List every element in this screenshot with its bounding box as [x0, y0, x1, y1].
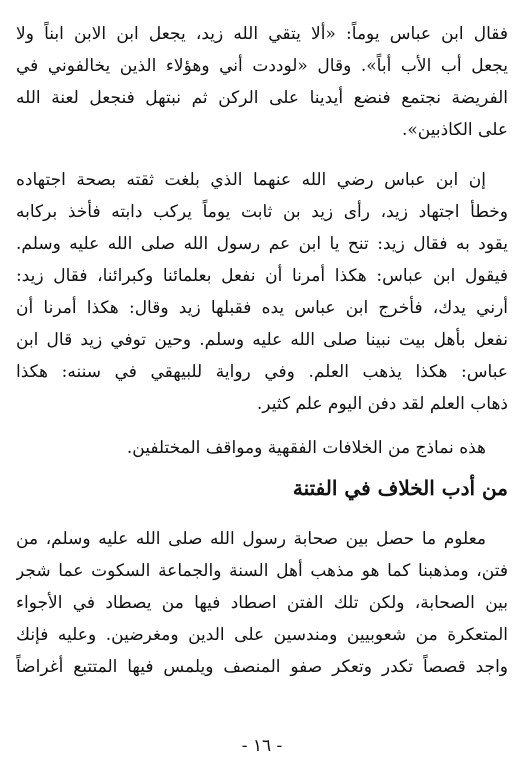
text-line: المتعكرة من شعوبيين ومندسين على الدين ومغرضين. وعليه فإنك: [16, 624, 508, 645]
text-line: نفعل بأهل بيت نبينا صلى الله عليه وسلم. وحين توفي زيد قال ابن: [16, 330, 508, 350]
paragraph-examples-summary: [16, 432, 508, 464]
paragraph-ibn-abbas-zaid: [16, 164, 508, 420]
page-body: [16, 18, 508, 683]
paragraph-fitna-etiquette: [16, 523, 508, 683]
text-line: أرني يدك، فأخرج ابن عباس يده فقبلها زيد وقال: هكذا أمرنا أن: [16, 298, 508, 318]
paragraph-ibn-abbas-quote: [16, 18, 508, 146]
text-line: الفريضة نجتمع فنضع أيدينا على الركن ثم نبتهل فنجعل لعنة الله: [16, 88, 508, 108]
text-line: فقال ابن عباس يوماً: «ألا يتقي الله زيد، يجعل ابن الابن ابناً ولا: [16, 24, 508, 44]
text-line: على الكاذبين».: [402, 120, 508, 140]
text-line: يجعل أب الأب أباً». وقال «لوددت أني وهؤلاء الذين يخالفوني في: [16, 56, 508, 76]
text-line: فيقول ابن عباس: هكذا أمرنا أن نفعل بعلمائنا وكبرائنا، فقال زيد:: [16, 266, 508, 286]
text-line: هذه نماذج من الخلافات الفقهية ومواقف المختلفين.: [126, 438, 486, 458]
text-line: واجد قصصاً تكدر وتعكر صفو المنصف ويلمس فيها المتتبع أغراضاً: [16, 656, 508, 677]
text-line: معلوم ما حصل بين صحابة رسول الله صلى الله عليه وسلم، من: [16, 528, 486, 549]
text-line: بين الصحابة، ولكن تلك الفتن اصطاد فيها من يصطاد في الأجواء: [16, 592, 508, 613]
text-line: عباس: هكذا يذهب العلم. وفي رواية للبيهقي في سننه: هكذا: [16, 362, 508, 382]
text-line: فتن، ومذهبنا كما هو مذهب أهل السنة والجماعة السكوت عما شجر: [16, 560, 508, 581]
section-heading: من أدب الخلاف في الفتنة: [292, 476, 508, 500]
text-line: يقود به فقال زيد: تنح يا ابن عم رسول الله صلى الله عليه وسلم.: [16, 234, 508, 254]
page-number: - ١٦ -: [241, 736, 283, 756]
text-line: إن ابن عباس رضي الله عنهما الذي بلغت ثقته بصحة اجتهاده: [16, 170, 486, 190]
text-line: وخطأ اجتهاد زيد، رأى زيد بن ثابت يوماً يركب دابته فأخذ بركابه: [16, 202, 508, 222]
text-line: ذهاب العلم لقد دفن اليوم علم كثير.: [256, 394, 508, 414]
